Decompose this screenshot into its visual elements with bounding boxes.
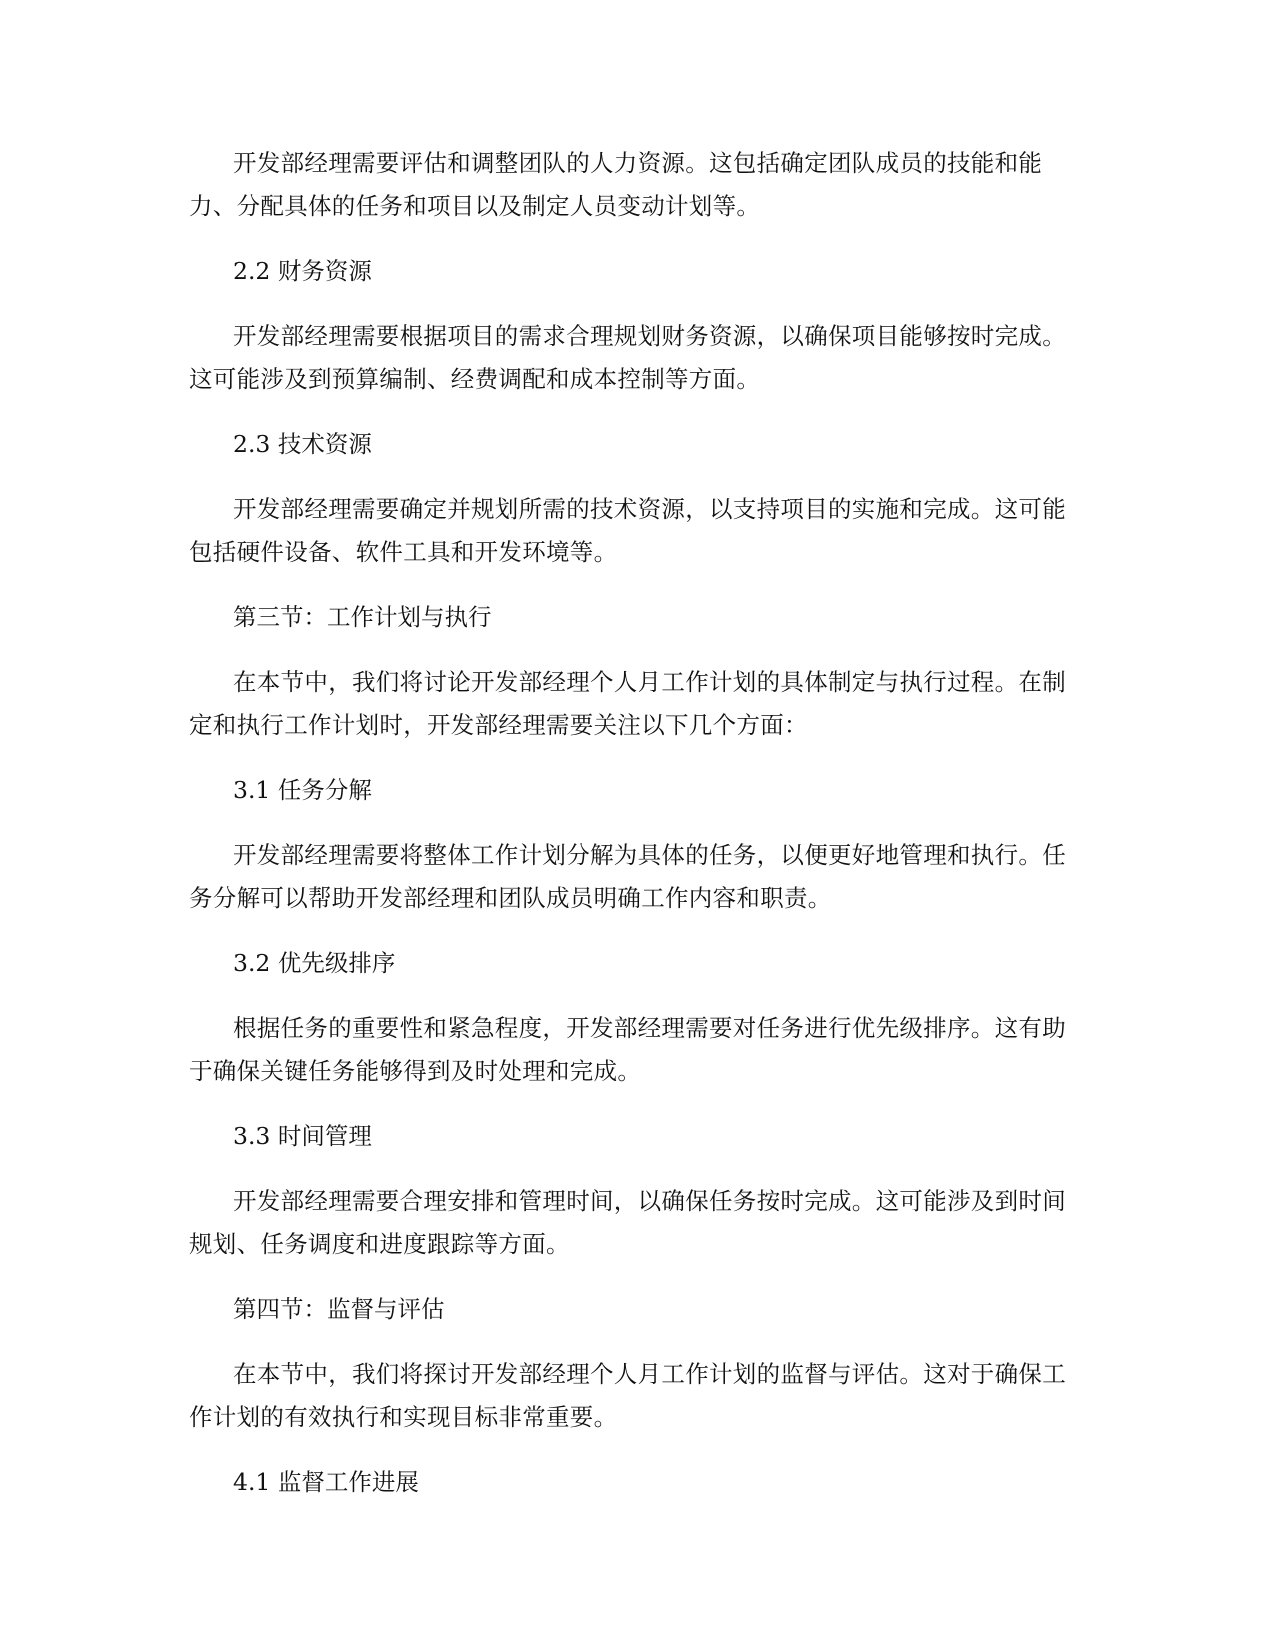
paragraph-financial-resources: 开发部经理需要根据项目的需求合理规划财务资源，以确保项目能够按时完成。这可能涉及到预算编制、经费调配和成本控制等方面。 [189, 322, 1066, 393]
paragraph-technical-resources: 开发部经理需要确定并规划所需的技术资源，以支持项目的实施和完成。这可能包括硬件设备、软件工具和开发环境等。 [189, 495, 1066, 566]
document-body [189, 142, 1086, 1526]
paragraph-section-three-intro: 在本节中，我们将讨论开发部经理个人月工作计划的具体制定与执行过程。在制定和执行工作计划时，开发部经理需要关注以下几个方面： [189, 668, 1066, 739]
heading-financial-resources: 2.2 财务资源 [233, 257, 372, 285]
heading-monitor-progress: 4.1 监督工作进展 [233, 1468, 419, 1496]
paragraph-human-resources: 开发部经理需要评估和调整团队的人力资源。这包括确定团队成员的技能和能力、分配具体的任务和项目以及制定人员变动计划等。 [189, 149, 1043, 220]
heading-section-three: 第三节：工作计划与执行 [233, 603, 492, 631]
paragraph-time-management: 开发部经理需要合理安排和管理时间，以确保任务按时完成。这可能涉及到时间规划、任务调度和进度跟踪等方面。 [189, 1187, 1066, 1258]
heading-time-management: 3.3 时间管理 [233, 1122, 372, 1150]
heading-priority-ranking: 3.2 优先级排序 [233, 949, 396, 977]
heading-section-four: 第四节：监督与评估 [233, 1295, 445, 1323]
paragraph-section-four-intro: 在本节中，我们将探讨开发部经理个人月工作计划的监督与评估。这对于确保工作计划的有效执行和实现目标非常重要。 [189, 1360, 1066, 1431]
paragraph-priority-ranking: 根据任务的重要性和紧急程度，开发部经理需要对任务进行优先级排序。这有助于确保关键任务能够得到及时处理和完成。 [189, 1014, 1066, 1085]
paragraph-task-breakdown: 开发部经理需要将整体工作计划分解为具体的任务，以便更好地管理和执行。任务分解可以帮助开发部经理和团队成员明确工作内容和职责。 [189, 841, 1066, 912]
heading-task-breakdown: 3.1 任务分解 [233, 776, 372, 804]
heading-technical-resources: 2.3 技术资源 [233, 430, 372, 458]
